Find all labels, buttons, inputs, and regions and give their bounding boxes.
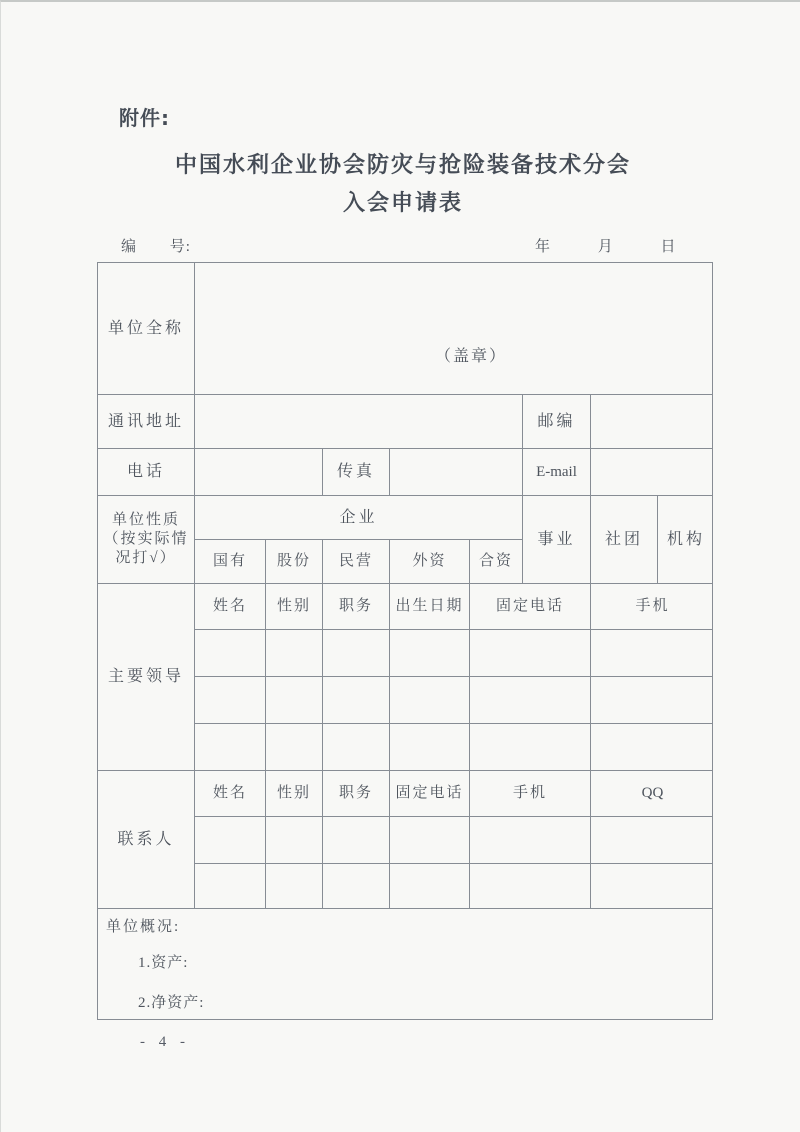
postcode-cell [591, 395, 713, 449]
leader-cell [470, 677, 591, 724]
fax-cell [390, 449, 523, 496]
contact-cell [323, 864, 390, 909]
leaders-col-name: 姓名 [195, 584, 266, 630]
leaders-col-gender: 性别 [266, 584, 323, 630]
leader-cell [390, 724, 470, 771]
document-title: 中国水利企业协会防灾与抢险装备技术分会 [174, 153, 631, 178]
page-number: - 4 - [140, 1034, 187, 1050]
leader-cell [390, 677, 470, 724]
contacts-label: 联系人 [98, 771, 195, 909]
address-cell [195, 395, 523, 449]
organization-option: 机构 [658, 496, 713, 584]
leader-cell [591, 630, 713, 677]
leader-cell [390, 630, 470, 677]
fax-label: 传真 [323, 449, 390, 496]
unit-name-label: 单位全称 [98, 263, 195, 395]
contact-cell [591, 817, 713, 864]
email-cell [591, 449, 713, 496]
contacts-col-landline: 固定电话 [390, 771, 470, 817]
contact-cell [470, 864, 591, 909]
contact-cell [390, 817, 470, 864]
state-owned-option: 国有 [195, 540, 266, 584]
postcode-label: 邮编 [523, 395, 591, 449]
contact-cell [591, 864, 713, 909]
contact-cell [195, 817, 266, 864]
email-label: E-mail [523, 449, 591, 496]
shareholding-option: 股份 [266, 540, 323, 584]
unit-name-cell [195, 263, 713, 395]
contacts-col-position: 职务 [323, 771, 390, 817]
serial-number-label: 编 号: [121, 239, 191, 255]
unit-type-label [98, 496, 195, 584]
contacts-col-name: 姓名 [195, 771, 266, 817]
leaders-col-birthdate: 出生日期 [390, 584, 470, 630]
contact-cell [266, 864, 323, 909]
contacts-col-qq: QQ [591, 771, 713, 817]
unit-overview-cell [98, 909, 713, 1020]
unit-type-line2: （按实际情 [103, 531, 189, 548]
leader-cell [323, 630, 390, 677]
leader-cell [195, 724, 266, 771]
leaders-col-mobile: 手机 [591, 584, 713, 630]
leader-cell [195, 677, 266, 724]
leader-cell [323, 677, 390, 724]
date-line: 年 月 日 [535, 239, 677, 255]
net-assets-item: 2.净资产: [138, 995, 205, 1011]
unit-type-line3: 况打√） [115, 549, 177, 566]
phone-label: 电话 [98, 449, 195, 496]
contacts-col-mobile: 手机 [470, 771, 591, 817]
institution-option: 事业 [523, 496, 591, 584]
foreign-option: 外资 [390, 540, 470, 584]
leader-cell [266, 677, 323, 724]
leader-cell [470, 630, 591, 677]
contact-cell [390, 864, 470, 909]
leader-cell [591, 724, 713, 771]
leader-cell [266, 630, 323, 677]
leader-cell [470, 724, 591, 771]
attachment-label: 附件: [119, 106, 170, 130]
leader-cell [323, 724, 390, 771]
phone-cell [195, 449, 323, 496]
seal-hint: （盖章） [435, 348, 508, 365]
unit-overview-label: 单位概况: [106, 919, 181, 935]
address-label: 通讯地址 [98, 395, 195, 449]
private-option: 民营 [323, 540, 390, 584]
application-form-table [97, 262, 713, 1020]
leader-cell [195, 630, 266, 677]
document-subtitle: 入会申请表 [342, 191, 463, 216]
leaders-col-position: 职务 [323, 584, 390, 630]
enterprise-label: 企业 [195, 496, 523, 540]
joint-venture-option: 合资 [470, 540, 523, 584]
contact-cell [323, 817, 390, 864]
contacts-col-gender: 性别 [266, 771, 323, 817]
leader-cell [591, 677, 713, 724]
assets-item: 1.资产: [138, 955, 189, 971]
contact-cell [266, 817, 323, 864]
leader-cell [266, 724, 323, 771]
leaders-label: 主要领导 [98, 584, 195, 771]
unit-type-line1: 单位性质 [111, 512, 180, 529]
contact-cell [195, 864, 266, 909]
leaders-col-landline: 固定电话 [470, 584, 591, 630]
contact-cell [470, 817, 591, 864]
association-option: 社团 [591, 496, 658, 584]
